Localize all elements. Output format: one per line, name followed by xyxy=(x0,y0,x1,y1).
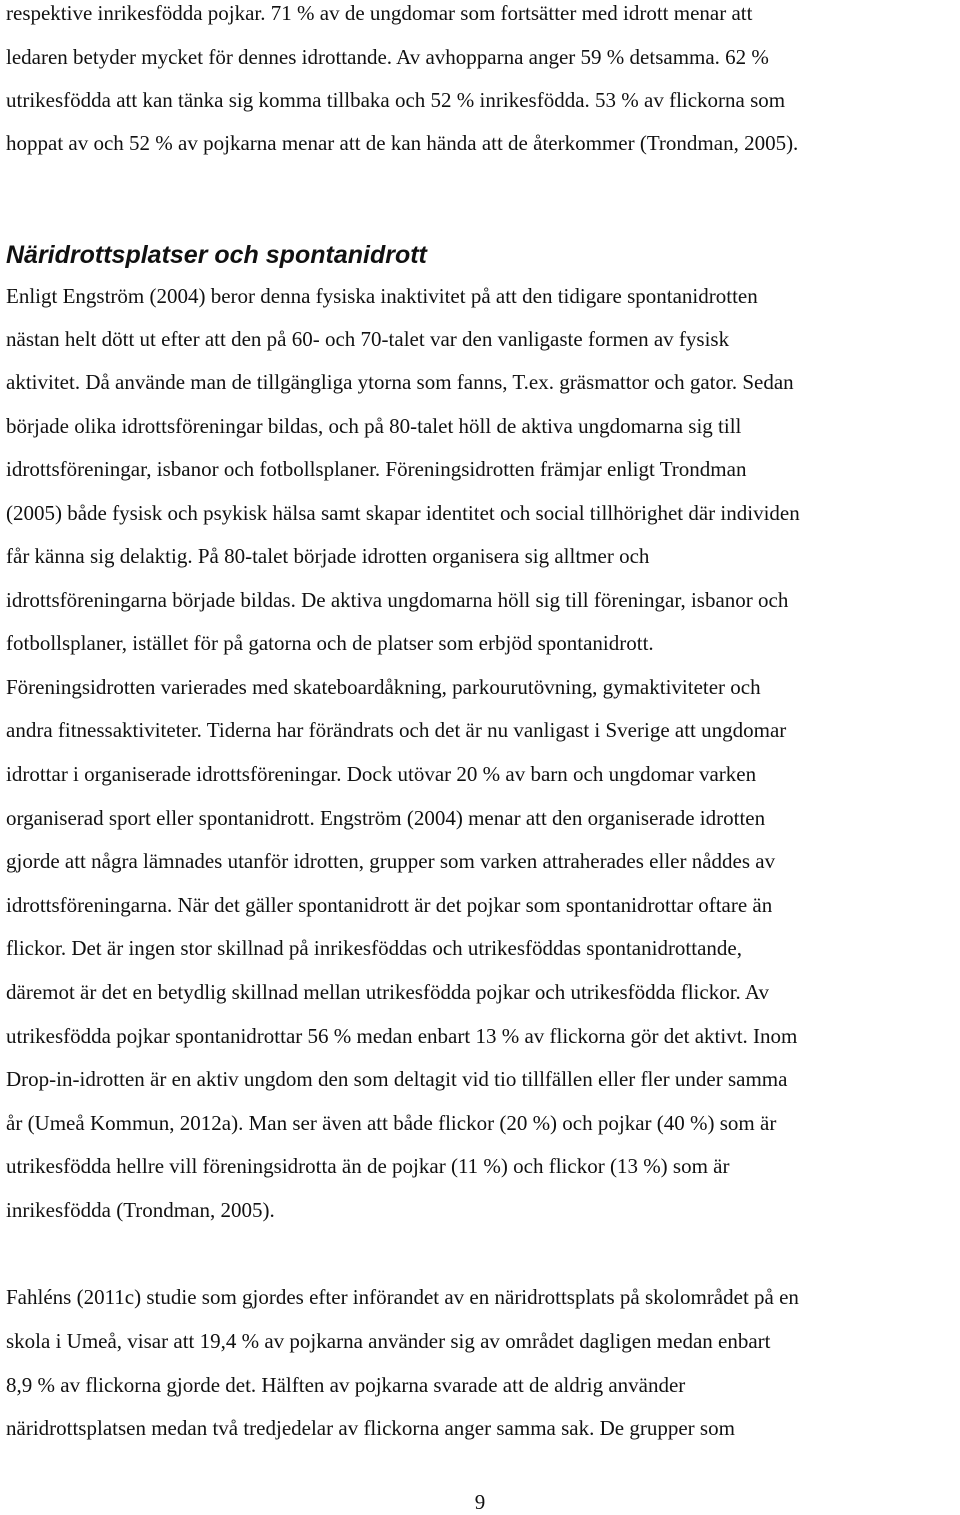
text-line: aktivitet. Då använde man de tillgängliga ytorna som fanns, T.ex. gräsmattor och gator. Sedan xyxy=(6,370,794,394)
text-line: nästan helt dött ut efter att den på 60- och 70-talet var den vanligaste formen av fysisk xyxy=(6,327,730,351)
text-line: organiserad sport eller spontanidrott. Engström (2004) menar att den organiserade idrotten xyxy=(6,806,766,830)
text-line: år (Umeå Kommun, 2012a). Man ser även att både flickor (20 %) och pojkar (40 %) som är xyxy=(6,1111,777,1135)
text-line: 8,9 % av flickorna gjorde det. Hälften av pojkarna svarade att de aldrig använder xyxy=(6,1373,686,1397)
text-line: idrottar i organiserade idrottsföreningar. Dock utövar 20 % av barn och ungdomar varken xyxy=(6,762,757,786)
text-line: får känna sig delaktig. På 80-talet började idrotten organisera sig alltmer och xyxy=(6,544,650,568)
text-line: utrikesfödda pojkar spontanidrottar 56 % medan enbart 13 % av flickorna gör det aktivt. Inom xyxy=(6,1024,798,1048)
text-line: Drop-in-idrotten är en aktiv ungdom den som deltagit vid tio tillfällen eller fler under samma xyxy=(6,1067,788,1091)
text-line: däremot är det en betydlig skillnad mellan utrikesfödda pojkar och utrikesfödda flickor. Av xyxy=(6,980,769,1004)
text-line: näridrottsplatsen medan två tredjedelar av flickorna anger samma sak. De grupper som xyxy=(6,1416,735,1440)
text-line: fotbollsplaner, istället för på gatorna och de platser som erbjöd spontanidrott. xyxy=(6,631,654,655)
text-line: Fahléns (2011c) studie som gjordes efter införandet av en näridrottsplats på skolområdet på en xyxy=(6,1285,799,1309)
text-line: inrikesfödda (Trondman, 2005). xyxy=(6,1198,275,1222)
section-heading: Näridrottsplatser och spontanidrott xyxy=(6,241,427,269)
text-line: (2005) både fysisk och psykisk hälsa samt skapar identitet och social tillhörighet där individen xyxy=(6,501,800,525)
text-line: utrikesfödda att kan tänka sig komma tillbaka och 52 % inrikesfödda. 53 % av flickorna som xyxy=(6,88,786,112)
page-number: 9 xyxy=(474,1490,486,1514)
text-line: respektive inrikesfödda pojkar. 71 % av de ungdomar som fortsätter med idrott menar att xyxy=(6,1,753,25)
text-line: idrottsföreningarna. När det gäller spontanidrott är det pojkar som spontanidrottar oftare än xyxy=(6,893,773,917)
text-line: skola i Umeå, visar att 19,4 % av pojkarna använder sig av området dagligen medan enbart xyxy=(6,1329,771,1353)
text-line: utrikesfödda hellre vill föreningsidrotta än de pojkar (11 %) och flickor (13 %) som är xyxy=(6,1154,730,1178)
text-line: Föreningsidrotten varierades med skateboardåkning, parkourutövning, gymaktiviteter och xyxy=(6,675,761,699)
text-line: gjorde att några lämnades utanför idrotten, grupper som varken attraherades eller nåddes av xyxy=(6,849,776,873)
text-line: Enligt Engström (2004) beror denna fysiska inaktivitet på att den tidigare spontanidrotten xyxy=(6,284,758,308)
text-line: andra fitnessaktiviteter. Tiderna har förändrats och det är nu vanligast i Sverige att ungdomar xyxy=(6,718,787,742)
text-line: idrottsföreningarna började bildas. De aktiva ungdomarna höll sig till föreningar, isbanor och xyxy=(6,588,789,612)
text-line: började olika idrottsföreningar bildas, och på 80-talet höll de aktiva ungdomarna sig till xyxy=(6,414,742,438)
text-line: idrottsföreningar, isbanor och fotbollsplaner. Föreningsidrotten främjar enligt Trondman xyxy=(6,457,747,481)
text-line: hoppat av och 52 % av pojkarna menar att de kan hända att de återkommer (Trondman, 2005). xyxy=(6,131,799,155)
text-line: ledaren betyder mycket för dennes idrottande. Av avhopparna anger 59 % detsamma. 62 % xyxy=(6,45,769,69)
text-line: flickor. Det är ingen stor skillnad på inrikesföddas och utrikesföddas spontanidrottande, xyxy=(6,936,742,960)
